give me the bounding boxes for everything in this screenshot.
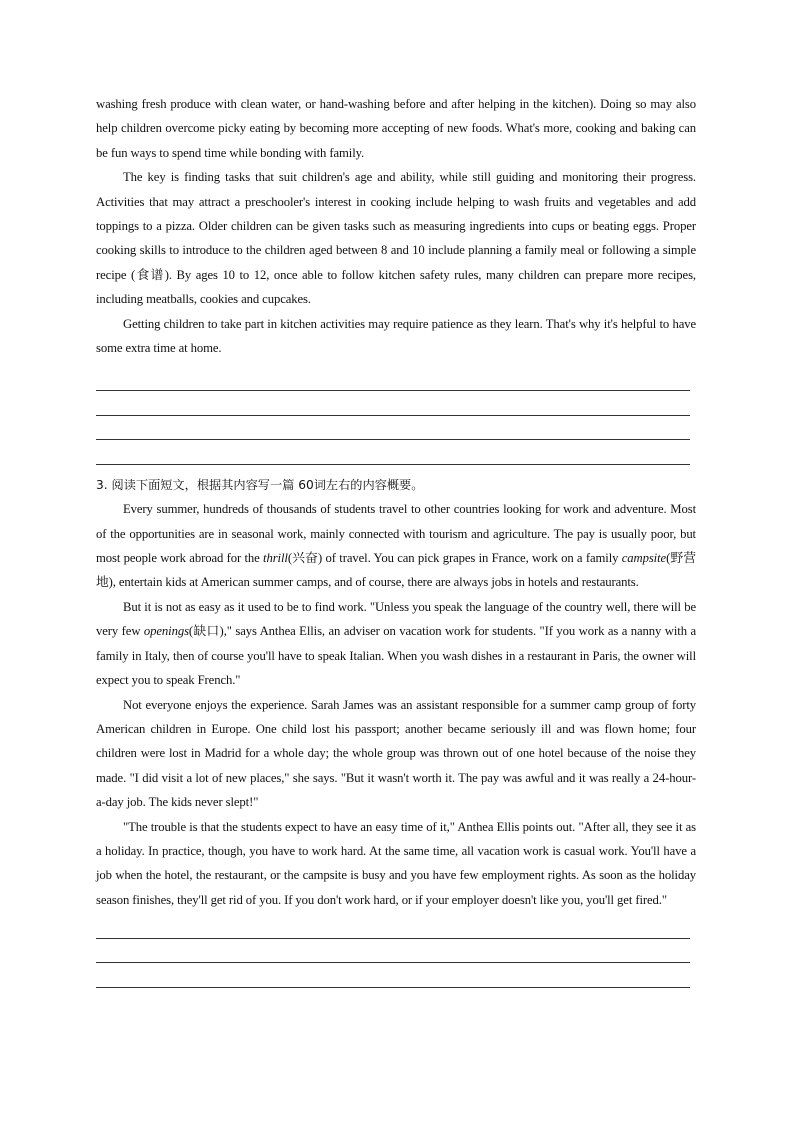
answer-lines: [96, 366, 696, 464]
answer-lines: [96, 914, 696, 988]
glossed-word: thrill: [263, 551, 288, 566]
answer-line[interactable]: [96, 366, 690, 391]
page-content: [96, 92, 696, 988]
text-run: But it is not as easy as it used to be to find work. "Unless you speak the language of the country well, there will be very few: [96, 599, 696, 639]
text-run: Every summer, hundreds of thousands of students travel to other countries looking for work and adventure. Most of the opportunities are in seasonal work, mainly connected with tourism and agriculture. The pay is usually poor, but most people work abroad for the: [96, 502, 696, 566]
passage-paragraph: The key is finding tasks that suit children's age and ability, while still guiding and monitoring their progress. Activities that may attract a preschooler's interest in cooking include helping to wash fruits and vegetables and add toppings to a pizza. Older children can be given tasks such as measuring ingredients into cups or beating eggs. Proper cooking skills to introduce to the children aged between 8 and 10 include planning a family meal or following a simple recipe (食谱). By ages 10 to 12, once able to follow kitchen safety rules, many children can prepare more recipes, including meatballs, cookies and cupcakes.: [96, 170, 696, 307]
glossed-word: campsite: [621, 551, 667, 566]
answer-line[interactable]: [96, 416, 690, 441]
glossed-word: openings: [143, 624, 189, 639]
passage-paragraph: [96, 595, 696, 693]
answer-line[interactable]: [96, 939, 690, 964]
text-run: , entertain kids at American summer camps, and of course, there are always jobs in hotels and restaurants.: [112, 575, 639, 590]
passage-paragraph: [96, 497, 696, 595]
passage-paragraph: "The trouble is that the students expect to have an easy time of it," Anthea Ellis points out. "After all, they see it as a holiday. In practice, though, you have to work hard. At the same time, all vacation work is casual work. You'll have a job when the hotel, the restaurant, or the campsite is busy and you have few employment rights. As soon as the holiday season finishes, they'll get rid of you. If you don't work hard, or if your employer doesn't like you, you'll get fired.": [96, 819, 696, 907]
text-run: ," says Anthea Ellis, an adviser on vacation work for students. "If you work as a nanny with a family in Italy, then of course you'll have to speak Italian. When you wash dishes in a restaurant in Paris, the owner will expect you to speak French.": [96, 624, 696, 688]
gloss: (野营地): [96, 551, 696, 590]
answer-line[interactable]: [96, 963, 690, 988]
text-run: of travel. You can pick grapes in France, work on a family: [322, 551, 622, 566]
passage-paragraph: Getting children to take part in kitchen activities may require patience as they learn. That's why it's helpful to have some extra time at home.: [96, 316, 696, 356]
answer-line[interactable]: [96, 914, 690, 939]
passage-paragraph: washing fresh produce with clean water, or hand-washing before and after helping in the kitchen). Doing so may also help children overcome picky eating by becoming more accepting of new foods. What's more, cooking and baking can be fun ways to spend time while bonding with family.: [96, 97, 696, 160]
passage-paragraph: Not everyone enjoys the experience. Sarah James was an assistant responsible for a summer camp group of forty American children in Europe. One child lost his passport; another became seriously ill and was flown home; four children were lost in Madrid for a whole day; the whole group was thrown out of one hotel because of the noise they made. "I did visit a lot of new places," she says. "But it wasn't worth it. The pay was awful and it was really a 24-hour-a-day job. The kids never slept!": [96, 697, 696, 810]
answer-line[interactable]: [96, 391, 690, 416]
gloss: (缺口): [188, 624, 224, 639]
answer-line[interactable]: [96, 440, 690, 465]
gloss: (兴奋): [287, 551, 323, 566]
question-title: 3. 阅读下面短文，根据其内容写一篇 60词左右的内容概要。: [96, 477, 424, 492]
